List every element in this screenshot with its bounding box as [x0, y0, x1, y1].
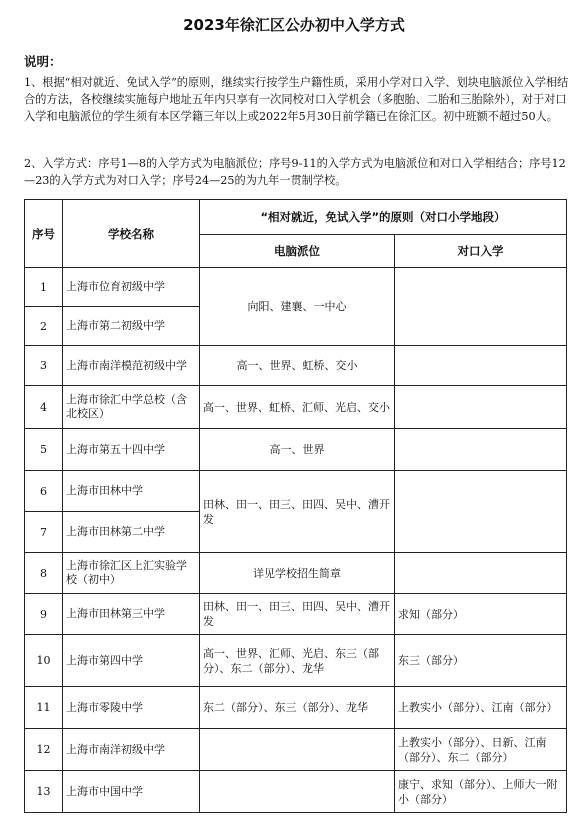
table-row [25, 346, 567, 386]
direct-cell: 东三（部分） [395, 635, 567, 687]
lottery-cell: 高一、世界、虹桥、汇师、光启、交小 [200, 386, 395, 429]
school-name: 上海市零陵中学 [63, 687, 200, 729]
table-row [25, 386, 567, 429]
section-heading: 说明： [24, 54, 62, 69]
header-lottery: 电脑派位 [200, 235, 395, 268]
direct-cell [395, 471, 567, 553]
direct-cell [395, 268, 567, 346]
school-name: 上海市南洋初级中学 [63, 729, 200, 771]
school-name: 上海市位育初级中学 [63, 268, 200, 307]
lottery-cell: 田林、田一、田三、田四、吴中、漕开发 [200, 471, 395, 553]
row-num: 11 [25, 687, 63, 729]
row-num: 5 [25, 429, 63, 471]
school-name: 上海市徐汇中学总校（含北校区） [63, 386, 200, 429]
school-name: 上海市田林第三中学 [63, 594, 200, 635]
table-row [25, 594, 567, 635]
direct-cell [395, 346, 567, 386]
lottery-cell: 向阳、建襄、一中心 [200, 268, 395, 346]
direct-cell [395, 553, 567, 594]
header-seq: 序号 [25, 200, 63, 268]
table-row [25, 268, 567, 307]
row-num: 13 [25, 771, 63, 813]
header-school: 学校名称 [63, 200, 200, 268]
page-title: 2023年徐汇区公办初中入学方式 [183, 16, 405, 34]
direct-cell: 上教实小（部分）、日新、江南（部分）、东二（部分） [395, 729, 567, 771]
table-row [25, 771, 567, 813]
direct-cell [395, 429, 567, 471]
row-num: 8 [25, 553, 63, 594]
school-name: 上海市第五十四中学 [63, 429, 200, 471]
admission-table [24, 199, 567, 813]
school-name: 上海市田林第二中学 [63, 512, 200, 553]
lottery-cell [200, 771, 395, 813]
lottery-cell: 田林、田一、田三、田四、吴中、漕开发 [200, 594, 395, 635]
lottery-cell: 高一、世界、汇师、光启、东三（部分）、东二（部分）、龙华 [200, 635, 395, 687]
row-num: 12 [25, 729, 63, 771]
row-num: 1 [25, 268, 63, 307]
direct-cell: 上教实小（部分）、江南（部分） [395, 687, 567, 729]
direct-cell: 康宁、求知（部分）、上师大一附小（部分） [395, 771, 567, 813]
direct-cell: 求知（部分） [395, 594, 567, 635]
table-row [25, 429, 567, 471]
lottery-cell: 高一、世界、虹桥、交小 [200, 346, 395, 386]
row-num: 9 [25, 594, 63, 635]
school-name: 上海市南洋模范初级中学 [63, 346, 200, 386]
row-num: 3 [25, 346, 63, 386]
row-num: 10 [25, 635, 63, 687]
row-num: 7 [25, 512, 63, 553]
lottery-cell: 详见学校招生简章 [200, 553, 395, 594]
table-row [25, 471, 567, 512]
row-num: 2 [25, 307, 63, 346]
table-row [25, 687, 567, 729]
table-row [25, 729, 567, 771]
school-name: 上海市田林中学 [63, 471, 200, 512]
table-row [25, 635, 567, 687]
school-name: 上海市第四中学 [63, 635, 200, 687]
direct-cell [395, 386, 567, 429]
lottery-cell [200, 729, 395, 771]
lottery-cell: 高一、世界 [200, 429, 395, 471]
row-num: 4 [25, 386, 63, 429]
header-direct: 对口入学 [395, 235, 567, 268]
paragraph-1: 1、根据“相对就近、免试入学”的原则，继续实行按学生户籍性质，采用小学对口入学、划块电脑派位入学相结合的方法，各校继续实施每户地址五年内只享有一次同校对口入学机会（多胞胎、二胎和三胎除外），对于对口入学和电脑派位的学生须有本区学籍三年以上或2022年5月30日前学籍已在徐汇区。初中班额不超过50人。 [24, 76, 569, 123]
paragraph-2: 2、入学方式：序号1—8的入学方式为电脑派位；序号9-11的入学方式为电脑派位和对口入学相结合；序号12—23的入学方式为对口入学；序号24—25的为九年一贯制学校。 [24, 157, 566, 187]
school-name: 上海市第二初级中学 [63, 307, 200, 346]
row-num: 6 [25, 471, 63, 512]
school-name: 上海市徐汇区上汇实验学校（初中） [63, 553, 200, 594]
school-name: 上海市中国中学 [63, 771, 200, 813]
lottery-cell: 东二（部分）、东三（部分）、龙华 [200, 687, 395, 729]
table-row [25, 553, 567, 594]
header-principle: “相对就近，免试入学”的原则（对口小学地段） [200, 200, 567, 235]
